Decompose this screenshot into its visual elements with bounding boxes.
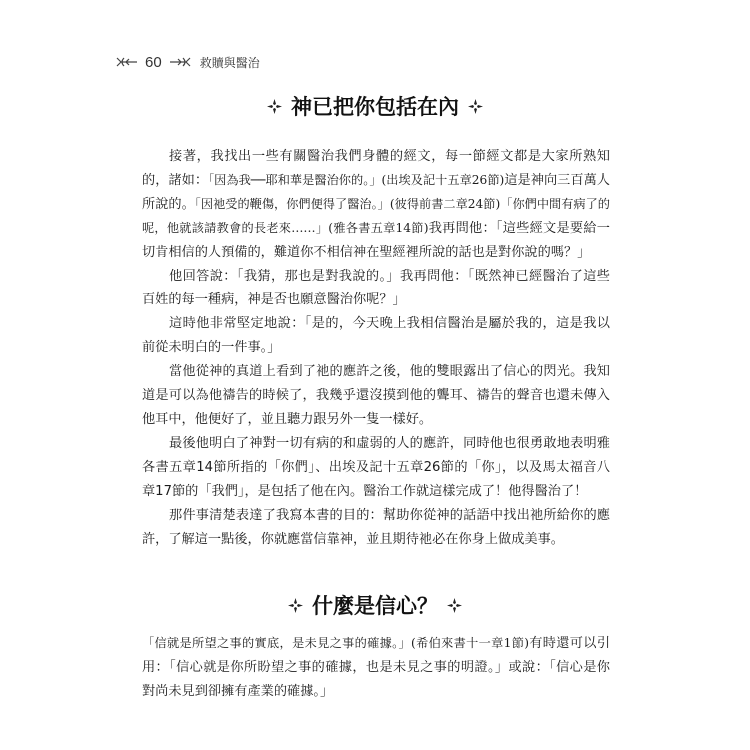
paragraph (142, 265, 610, 313)
section-heading-text: 神已把你包括在內 (291, 95, 459, 119)
paragraph-text: 我再問他：「這些經文是要給一切肯相信的人預備的，難道你不相信神在聖經裡所說的話也是對你說的嗎？」 (142, 220, 610, 260)
page-number: 60 (145, 53, 162, 71)
paragraph (142, 312, 610, 360)
scripture-quote: 「信就是所望之事的實底，是未見之事的確據。」(希伯來書十一章1節) (142, 636, 529, 650)
paragraph (142, 432, 610, 504)
paragraph-text: 這是神向三百萬人所說的。 (142, 172, 610, 212)
section-heading-text: 什麼是信心？ (312, 594, 438, 618)
paragraph (142, 632, 610, 704)
scroll-ornament-left-icon (115, 55, 139, 69)
paragraph-text: 最後他明白了神對一切有病的和虛弱的人的應許，同時他也很勇敢地表明雅各書五章14節所指的「你們」、出埃及記十五章26節的「你」，以及馬太福音八章17節的「我們」，是包括了他在內。醫治工作就這樣完成了！他得醫治了！ (142, 435, 610, 499)
paragraph-text: 他回答說：「我猜，那也是對我說的。」我再問他：「既然神已經醫治了這些百姓的每一種病，神是否也願意醫治你呢？」 (142, 268, 610, 308)
running-header (115, 50, 260, 74)
paragraph (142, 504, 610, 552)
paragraph-text: 那件事清楚表達了我寫本書的目的：幫助你從神的話語中找出祂所給你的應許，了解這一點後，你就應當信靠神，並且期待祂必在你身上做成美事。 (142, 507, 610, 547)
cross-ornament-icon (467, 98, 484, 115)
paragraph (142, 360, 610, 432)
scripture-quote: 「因祂受的鞭傷，你們便得了醫治。」(彼得前書二章24節)「你們中間有病了的呢，他就該請教會的長老來……」(雅各書五章14節) (142, 196, 610, 235)
section-1-body (142, 145, 610, 551)
scroll-ornament-right-icon (168, 55, 192, 69)
scripture-quote: 「因為我──耶和華是醫治你的。」(出埃及記十五章26節) (208, 172, 505, 187)
paragraph (142, 145, 610, 265)
book-title: 救贖與醫治 (199, 55, 260, 70)
cross-ornament-icon (266, 98, 283, 115)
section-heading-2 (0, 590, 750, 620)
section-heading-1 (0, 91, 750, 121)
paragraph-text: 當他從神的真道上看到了祂的應許之後，他的雙眼露出了信心的閃光。我知道是可以為他禱告的時候了，我幾乎還沒摸到他的聾耳、禱告的聲音也還未傳入他耳中，他便好了，並且聽力跟另外一隻一樣好。 (142, 364, 610, 427)
paragraph-text: 有時還可以引用：「信心就是你所盼望之事的確據，也是未見之事的明證。」或說：「信心是你對尚未見到卻擁有產業的確據。」 (142, 636, 611, 699)
paragraph-text: 接著，我找出一些有關醫治我們身體的經文，每一節經文都是大家所熟知的，諸如： (142, 149, 610, 188)
paragraph-text: 這時他非常堅定地說：「是的，今天晚上我相信醫治是屬於我的，這是我以前從未明白的一件事。」 (142, 316, 610, 356)
cross-ornament-icon (446, 597, 463, 614)
section-2-body (142, 632, 610, 704)
cross-ornament-icon (287, 597, 304, 614)
